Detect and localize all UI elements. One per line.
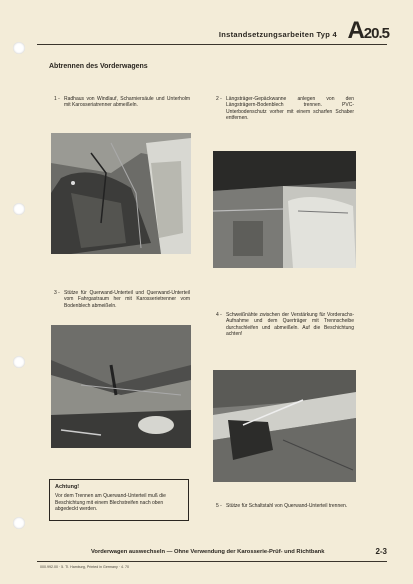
step-3-caption: 3 - Stütze für Querwand-Unterteil und Querwand-Unterteil vom Fahrgastraum her mit Karosserietrenner vom Bodenblech abmeißeln. <box>54 290 190 309</box>
section-title: Abtrennen des Vorderwagens <box>49 63 148 70</box>
punch-hole <box>13 203 25 215</box>
warning-note-title: Achtung! <box>55 484 80 490</box>
footer-print-info: 000.992.00 · 5. Tl. Hamburg, Printed in Germany · 4. 70 <box>40 565 130 569</box>
page-number: 2-3 <box>375 547 387 556</box>
header-rule <box>37 44 387 45</box>
punch-hole <box>13 42 25 54</box>
step-1-caption: 1 - Radhaus von Windlauf, Scharniersäule und Unterholm mit Karosseriatrenner abmeißeln. <box>54 96 190 109</box>
punch-hole <box>13 517 25 529</box>
warning-note-text: Vor dem Trennen am Querwand-Unterteil muß die Beschichtung mit einem Blechstreifen nach oben abgedeckt werden. <box>55 493 166 512</box>
footer-title: Vorderwagen auswechseln — Ohne Verwendung der Karosserie-Prüf- und Richtbank <box>91 549 325 555</box>
photo-floor-panel <box>51 325 191 448</box>
photo-wheelhouse <box>51 133 191 254</box>
photo-longitudinal-member <box>213 151 356 268</box>
photo-cross-member <box>213 370 356 482</box>
punch-hole <box>13 356 25 368</box>
step-2-caption: 2 - Längsträger-Gepäckwanne anlegen von den Längsträgern-Bodenblech trennen. PVC-Unterbodenschutz vorher mit einem scharfen Schaber entfernen. <box>216 96 354 121</box>
step-4-caption: 4 - Schweißnähte zwischen der Verstärkung für Vorderachs-Aufnahme und dem Querträger mit Trennscheibe durchschleifen und abmeißeln. Auf die Beschichtung achten! <box>216 312 354 337</box>
header-title: Instandsetzungsarbeiten Typ 4 <box>218 30 337 39</box>
step-5-caption: 5 - Stütze für Schaltstahl von Querwand-Unterteil trennen. <box>216 503 348 509</box>
warning-note-box <box>49 479 189 521</box>
footer-rule <box>37 561 387 562</box>
header-section-code: A20.5 <box>347 17 389 44</box>
